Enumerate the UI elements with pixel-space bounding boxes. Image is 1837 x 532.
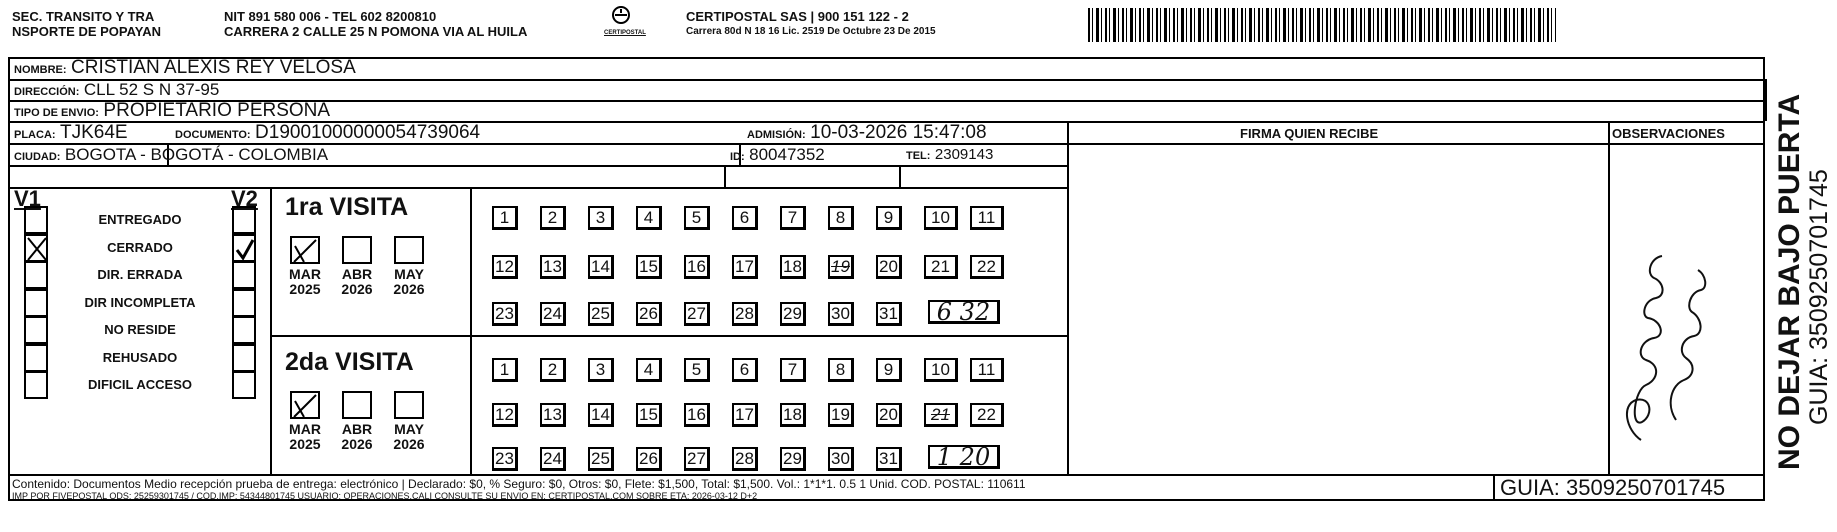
admision-value: 10-03-2026 15:47:08 [810, 122, 987, 143]
v1-checkbox-rehusado[interactable] [24, 344, 48, 372]
first-day-19[interactable]: 19 [828, 255, 854, 279]
sender-line2: NSPORTE DE POPAYAN [12, 24, 162, 39]
v1-label: V1 [14, 186, 41, 211]
side-notice [1774, 94, 1832, 470]
tipo-value: PROPIETARIO PERSONA [103, 100, 331, 121]
second-month-box-mar[interactable] [290, 391, 320, 419]
footer-guia: GUIA: 3509250701745 [1500, 475, 1726, 500]
first-day-8[interactable]: 8 [828, 206, 854, 230]
first-day-21[interactable]: 21 [924, 255, 958, 279]
second-day-29[interactable]: 29 [780, 447, 806, 471]
nombre-value: CRISTIAN ALEXIS REY VELOSA [71, 57, 356, 78]
first-day-9[interactable]: 9 [876, 206, 902, 230]
second-month-label-abr: ABR 2026 [341, 421, 373, 452]
first-day-11[interactable]: 11 [970, 206, 1004, 230]
first-day-16[interactable]: 16 [684, 255, 710, 279]
direccion-field [14, 80, 219, 102]
v1-checkbox-entregado[interactable] [24, 206, 48, 234]
first-day-18[interactable]: 18 [780, 255, 806, 279]
first-day-31[interactable]: 31 [876, 302, 902, 326]
first-day-2[interactable]: 2 [540, 206, 566, 230]
first-day-28[interactable]: 28 [732, 302, 758, 326]
second-day-27[interactable]: 27 [684, 447, 710, 471]
check-mark-icon [234, 236, 256, 262]
first-day-20[interactable]: 20 [876, 255, 902, 279]
second-month-label-may: MAY 2026 [393, 421, 425, 452]
documento-label: DOCUMENTO: [175, 129, 251, 141]
first-day-6[interactable]: 6 [732, 206, 758, 230]
nombre-field [14, 58, 356, 80]
footer-line2: IMP POR FIVEPOSTAL ODS: 25259301745 / COD.IMP: 54344801745 USUARIO: OPERACIONES.CALI CONSULTE SU ENVIO EN: CERTIPOSTAL.COM SOBRE ETA: 2026-03-12 D+2 [12, 491, 758, 501]
first-month-box-mar[interactable] [290, 236, 320, 264]
x-mark-icon [26, 236, 48, 262]
second-day-17[interactable]: 17 [732, 403, 758, 427]
second-day-21[interactable]: 21 [924, 403, 958, 427]
first-day-22[interactable]: 22 [970, 255, 1004, 279]
status-label-rehusado: REHUSADO [102, 349, 178, 365]
first-day-1[interactable]: 1 [492, 206, 518, 230]
second-day-26[interactable]: 26 [636, 447, 662, 471]
second-day-12[interactable]: 12 [492, 403, 518, 427]
first-visit-title: 1ra VISITA [285, 193, 409, 221]
v2-checkbox-rehusado[interactable] [232, 344, 256, 372]
direccion-label: DIRECCIÓN: [14, 86, 80, 98]
second-day-22[interactable]: 22 [970, 403, 1004, 427]
company-line: CERTIPOSTAL SAS | 900 151 122 - 2 [686, 9, 909, 24]
first-day-27[interactable]: 27 [684, 302, 710, 326]
id-label: ID: [730, 151, 745, 163]
second-day-13[interactable]: 13 [540, 403, 566, 427]
first-day-10[interactable]: 10 [924, 206, 958, 230]
id-value: 80047352 [749, 145, 825, 164]
v2-label: V2 [231, 186, 258, 211]
v2-checkbox-dir-errada[interactable] [232, 261, 256, 289]
second-day-6[interactable]: 6 [732, 358, 758, 382]
second-month-box-may[interactable] [394, 391, 424, 419]
second-day-11[interactable]: 11 [970, 358, 1004, 382]
first-day-5[interactable]: 5 [684, 206, 710, 230]
status-label-dificil-acceso: DIFICIL ACCESO [87, 377, 192, 392]
second-day-24[interactable]: 24 [540, 447, 566, 471]
address-block [224, 9, 527, 39]
second-day-5[interactable]: 5 [684, 358, 710, 382]
second-day-15[interactable]: 15 [636, 403, 662, 427]
v1-checkbox-dificil-acceso[interactable] [24, 371, 48, 399]
company-block [686, 9, 936, 39]
first-day-14[interactable]: 14 [588, 255, 614, 279]
ciudad-field [14, 145, 328, 167]
logo-icon [604, 5, 646, 36]
first-day-24[interactable]: 24 [540, 302, 566, 326]
first-day-17[interactable]: 17 [732, 255, 758, 279]
first-day-3[interactable]: 3 [588, 206, 614, 230]
first-month-label-abr: ABR 2026 [341, 266, 373, 297]
first-month-box-may[interactable] [394, 236, 424, 264]
second-day-8[interactable]: 8 [828, 358, 854, 382]
second-day-19[interactable]: 19 [828, 403, 854, 427]
admision-field [747, 123, 987, 145]
v2-checkbox-no-reside[interactable] [232, 316, 256, 344]
second-day-7[interactable]: 7 [780, 358, 806, 382]
first-day-12[interactable]: 12 [492, 255, 518, 279]
status-label-cerrado: CERRADO [107, 239, 173, 255]
second-day-18[interactable]: 18 [780, 403, 806, 427]
ciudad-value: BOGOTA - BOGOTÁ - COLOMBIA [64, 145, 329, 164]
first-day-26[interactable]: 26 [636, 302, 662, 326]
ciudad-label: CIUDAD: [14, 151, 61, 163]
observaciones-header: OBSERVACIONES [1612, 126, 1725, 141]
first-day-23[interactable]: 23 [492, 302, 518, 326]
second-day-1[interactable]: 1 [492, 358, 518, 382]
side-warning: NO DEJAR BAJO PUERTA [1773, 93, 1806, 470]
first-month-box-abr[interactable] [342, 236, 372, 264]
first-day-25[interactable]: 25 [588, 302, 614, 326]
logo-caption: CERTIPOSTAL [604, 30, 646, 36]
nombre-label: NOMBRE: [14, 64, 67, 76]
v2-checkbox-dir-incompleta[interactable] [232, 289, 256, 317]
tipo-label: TIPO DE ENVIO: [14, 107, 99, 119]
second-day-28[interactable]: 28 [732, 447, 758, 471]
first-month-label-may: MAY 2026 [393, 266, 425, 297]
second-month-box-abr[interactable] [342, 391, 372, 419]
status-label-dir-errada: DIR. ERRADA [97, 267, 183, 282]
second-month-label-mar: MAR 2025 [289, 421, 321, 452]
status-label-dir-incompleta: DIR INCOMPLETA [84, 294, 196, 310]
first-day-15[interactable]: 15 [636, 255, 662, 279]
second-day-3[interactable]: 3 [588, 358, 614, 382]
sender-line1: SEC. TRANSITO Y TRA [12, 9, 155, 24]
tel-field [906, 145, 993, 166]
documento-field [175, 123, 480, 145]
v1-checkbox-no-reside[interactable] [24, 316, 48, 344]
v2-checkbox-entregado[interactable] [232, 206, 256, 234]
firma-header: FIRMA QUIEN RECIBE [1240, 126, 1379, 141]
second-day-14[interactable]: 14 [588, 403, 614, 427]
second-day-25[interactable]: 25 [588, 447, 614, 471]
v1-checkbox-cerrado[interactable] [24, 234, 48, 262]
tel-value: 2309143 [934, 146, 994, 163]
placa-value: TJK64E [60, 122, 128, 143]
second-handwritten-box: 1 20 [928, 445, 1000, 469]
documento-value: D19001000000054739064 [255, 122, 481, 143]
second-day-23[interactable]: 23 [492, 447, 518, 471]
barcode-icon [1088, 8, 1556, 42]
admision-label: ADMISIÓN: [747, 129, 806, 141]
tel-label: TEL: [906, 150, 931, 162]
side-guia: GUIA: 3509250701745 [1805, 169, 1833, 425]
sender-block [12, 9, 161, 39]
status-label-entregado: ENTREGADO [98, 212, 182, 227]
first-day-30[interactable]: 30 [828, 302, 854, 326]
footer-line1: Contenido: Documentos Medio recepción prueba de entrega: electrónico | Declarado: $0, % Seguro: $0, Otros: $0, Flete: $1,500, Total: $1,500. Vol.: 1*1*1. 0.5 1 Unid. COD. POSTAL: 110611 [12, 477, 1026, 491]
first-handwritten-box: 6 32 [928, 300, 1000, 324]
second-day-16[interactable]: 16 [684, 403, 710, 427]
first-day-7[interactable]: 7 [780, 206, 806, 230]
second-visit-title: 2da VISITA [285, 348, 414, 376]
tipo-field [14, 101, 330, 123]
first-day-13[interactable]: 13 [540, 255, 566, 279]
nit-line: NIT 891 580 006 - TEL 602 8200810 [224, 9, 437, 24]
second-day-30[interactable]: 30 [828, 447, 854, 471]
license-line: Carrera 80d N 18 16 Lic. 2519 De Octubre 23 De 2015 [686, 26, 936, 37]
second-day-20[interactable]: 20 [876, 403, 902, 427]
address-line: CARRERA 2 CALLE 25 N POMONA VIA AL HUILA [224, 24, 528, 39]
second-day-4[interactable]: 4 [636, 358, 662, 382]
status-label-no-reside: NO RESIDE [104, 322, 176, 337]
direccion-value: CLL 52 S N 37-95 [83, 80, 220, 99]
second-day-31[interactable]: 31 [876, 447, 902, 471]
second-day-2[interactable]: 2 [540, 358, 566, 382]
first-month-label-mar: MAR 2025 [289, 266, 321, 297]
signature-scribble [1606, 200, 1726, 460]
second-day-10[interactable]: 10 [924, 358, 958, 382]
v2-checkbox-dificil-acceso[interactable] [232, 371, 256, 399]
v1-checkbox-dir-incompleta[interactable] [24, 289, 48, 317]
first-day-29[interactable]: 29 [780, 302, 806, 326]
id-field [730, 145, 825, 167]
second-day-9[interactable]: 9 [876, 358, 902, 382]
placa-field [14, 123, 128, 145]
first-day-4[interactable]: 4 [636, 206, 662, 230]
v2-checkbox-cerrado[interactable] [232, 234, 256, 262]
placa-label: PLACA: [14, 129, 56, 141]
v1-checkbox-dir-errada[interactable] [24, 261, 48, 289]
